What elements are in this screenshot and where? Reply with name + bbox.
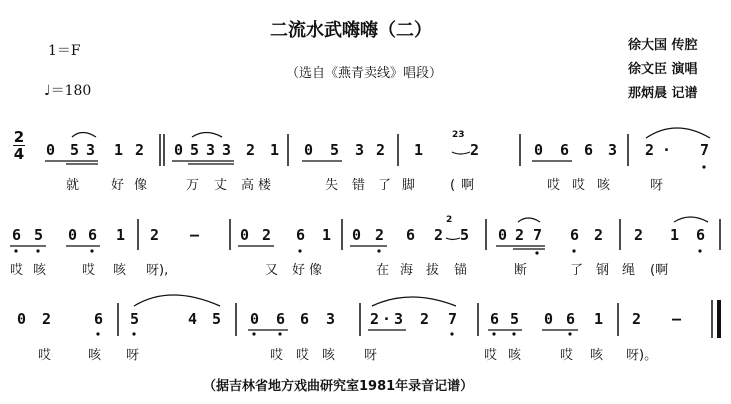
- note: 0: [250, 310, 260, 328]
- note: 5: [330, 141, 340, 159]
- note: 6: [584, 141, 594, 159]
- lyric: 又: [265, 263, 279, 278]
- note: 6: [696, 226, 706, 244]
- low-octave-dot: [278, 332, 281, 335]
- lyric: (啊: [450, 178, 481, 193]
- low-octave-dot: [698, 249, 701, 252]
- note: ·: [662, 141, 672, 159]
- slur: [72, 133, 96, 138]
- slur: [518, 218, 540, 222]
- lyric: 哎: [38, 348, 52, 363]
- slur: [134, 295, 220, 306]
- grace-ties: [446, 152, 470, 240]
- note: 3: [394, 310, 404, 328]
- note: 6: [12, 226, 22, 244]
- slur: [646, 128, 710, 138]
- note: 5: [190, 141, 200, 159]
- note: 4: [188, 310, 198, 328]
- lyric: 错: [352, 178, 366, 193]
- time-signature-bottom: 4: [13, 145, 25, 163]
- lyric: 万: [186, 178, 200, 193]
- note: 0: [304, 141, 314, 159]
- lyric: 脚: [402, 178, 416, 193]
- note: 2: [370, 310, 380, 328]
- lyric: 了: [378, 178, 392, 193]
- low-octave-dot: [492, 332, 495, 335]
- note: 2: [594, 226, 604, 244]
- lyric: 呀: [650, 178, 664, 193]
- note: 2: [246, 141, 256, 159]
- note: 0: [534, 141, 544, 159]
- low-octave-dot: [90, 249, 93, 252]
- note: 5: [34, 226, 44, 244]
- note: 7: [533, 226, 543, 244]
- key-signature: 1＝F: [48, 43, 81, 59]
- slurs: [72, 128, 710, 306]
- lyric: 海: [400, 263, 414, 278]
- low-octave-dot: [450, 332, 453, 335]
- lyric: 咳: [33, 263, 47, 278]
- note: 6: [300, 310, 310, 328]
- note: 0: [498, 226, 508, 244]
- quarter-note-icon: ♩: [44, 83, 51, 99]
- lyric: 哎: [270, 348, 284, 363]
- low-octave-dot: [702, 165, 705, 168]
- rhythm-underlines: [10, 161, 578, 330]
- lyric: (啊: [650, 263, 669, 278]
- note: 0: [68, 226, 78, 244]
- lyric: 咳: [88, 348, 102, 363]
- lyric: 哎: [560, 348, 574, 363]
- credit-line-1: 徐大国 传腔: [628, 38, 698, 53]
- lyric: 呀),: [146, 263, 169, 278]
- low-octave-dot: [377, 249, 380, 252]
- low-octave-dot: [14, 249, 17, 252]
- grace-note: 23: [452, 130, 465, 140]
- note: 2: [470, 141, 480, 159]
- note: 6: [566, 310, 576, 328]
- lyric: 咳: [590, 348, 604, 363]
- low-octave-dot: [572, 249, 575, 252]
- note: 3: [608, 141, 618, 159]
- note: 2: [645, 141, 655, 159]
- lyric: 高楼: [241, 178, 276, 193]
- credit-line-2: 徐文臣 演唱: [628, 62, 698, 77]
- lyric: 好像: [292, 263, 327, 278]
- note: 6: [94, 310, 104, 328]
- note: 1: [594, 310, 604, 328]
- lyric: 绳: [622, 263, 636, 278]
- grace-note: 2: [446, 215, 453, 225]
- note: 2: [376, 141, 386, 159]
- note: 6: [490, 310, 500, 328]
- note: 0: [544, 310, 554, 328]
- note: 2: [150, 226, 160, 244]
- note: 6: [296, 226, 306, 244]
- note: 0: [17, 310, 27, 328]
- grace-slur: [446, 238, 460, 240]
- credit-line-3: 那炳晨 记谱: [628, 86, 698, 101]
- song-title: 二流水武嗨嗨（二）: [270, 20, 432, 41]
- lyric: 呀)。: [626, 348, 658, 363]
- slur: [372, 297, 456, 306]
- note: 1: [114, 141, 124, 159]
- note: 5: [130, 310, 140, 328]
- note: 6: [570, 226, 580, 244]
- note: 0: [46, 141, 56, 159]
- low-octave-dot: [568, 332, 571, 335]
- low-octave-dot: [36, 249, 39, 252]
- lyric: 咳: [322, 348, 336, 363]
- lyric: 丈: [214, 178, 228, 193]
- note: 2: [375, 226, 385, 244]
- note: 6: [88, 226, 98, 244]
- low-octave-dot: [512, 332, 515, 335]
- note: 3: [355, 141, 365, 159]
- note: –: [672, 310, 682, 328]
- slur: [674, 217, 708, 222]
- lyric: 在: [376, 263, 390, 278]
- lyric: 哎: [82, 263, 96, 278]
- lyric: 断: [514, 263, 528, 278]
- note: 3: [222, 141, 232, 159]
- note: 6: [406, 226, 416, 244]
- song-subtitle: （选自《燕青卖线》唱段）: [286, 66, 443, 81]
- note: –: [190, 226, 200, 244]
- note: 0: [352, 226, 362, 244]
- lyric: 钢: [596, 263, 610, 278]
- lyric: 咳: [113, 263, 127, 278]
- note: 7: [448, 310, 458, 328]
- lyric: 哎: [547, 178, 561, 193]
- lyric: 咳: [508, 348, 522, 363]
- note: 2: [262, 226, 272, 244]
- note: 1: [116, 226, 126, 244]
- lyric: 呀: [126, 348, 140, 363]
- lyric: 锚: [454, 263, 468, 278]
- note: 3: [86, 141, 96, 159]
- note: 0: [174, 141, 184, 159]
- lyric: 就: [66, 178, 80, 193]
- low-octave-dot: [298, 249, 301, 252]
- lyric: 哎: [572, 178, 586, 193]
- note: 6: [560, 141, 570, 159]
- note: 2: [434, 226, 444, 244]
- low-octave-dot: [535, 251, 538, 254]
- lyric: 哎: [484, 348, 498, 363]
- note: 5: [510, 310, 520, 328]
- grace-slur: [452, 152, 470, 154]
- tempo-value: ＝180: [50, 83, 92, 99]
- note: 5: [460, 226, 470, 244]
- lyric: 哎: [10, 263, 24, 278]
- note: 2: [632, 310, 642, 328]
- low-octave-dot: [132, 332, 135, 335]
- note: 1: [270, 141, 280, 159]
- note: 2: [135, 141, 145, 159]
- note: 2: [634, 226, 644, 244]
- lyric: 咳: [597, 178, 611, 193]
- note: 6: [276, 310, 286, 328]
- note: 1: [322, 226, 332, 244]
- lyric: 拔: [426, 263, 440, 278]
- note: 1: [414, 141, 424, 159]
- low-octave-dot: [96, 332, 99, 335]
- note: 2: [420, 310, 430, 328]
- lyric: 呀: [364, 348, 378, 363]
- note: 2: [42, 310, 52, 328]
- note: 5: [212, 310, 222, 328]
- note: 2: [515, 226, 525, 244]
- note: 3: [326, 310, 336, 328]
- note: 3: [206, 141, 216, 159]
- note: 7: [700, 141, 710, 159]
- source-footnote: （据吉林省地方戏曲研究室1981年录音记谱）: [203, 379, 474, 394]
- lyric: 失: [325, 178, 339, 193]
- note: 5: [70, 141, 80, 159]
- low-octave-dot: [252, 332, 255, 335]
- lyric: 了: [570, 263, 584, 278]
- time-signature-top: 2: [13, 128, 25, 146]
- lyric: 好像: [111, 178, 158, 193]
- note: ·: [382, 310, 392, 328]
- note: 0: [240, 226, 250, 244]
- lyric: 哎: [296, 348, 310, 363]
- note: 1: [670, 226, 680, 244]
- slur: [192, 133, 222, 138]
